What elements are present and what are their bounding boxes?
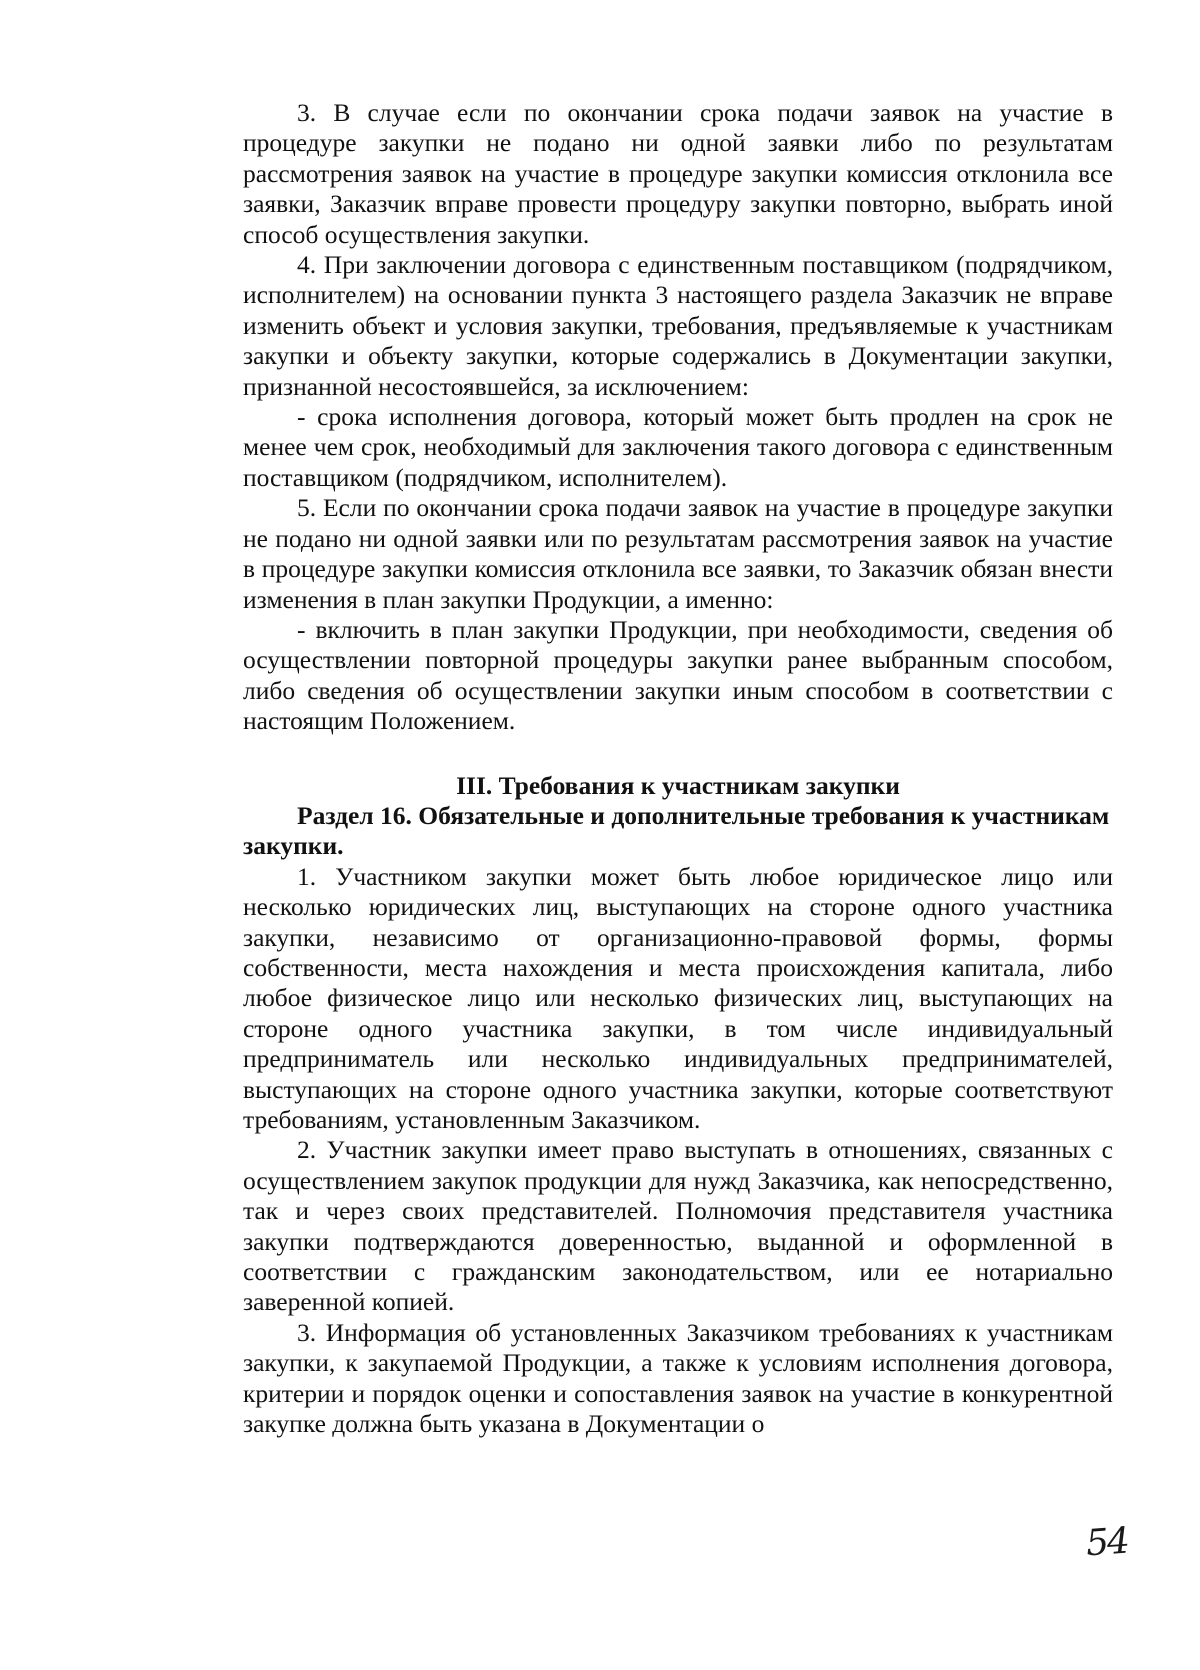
paragraph-3-requirements-info: 3. Информация об установленных Заказчиком требованиях к участникам закупки, к закупаемой Продукции, а также к условиям исполнения договора, критерии и порядок оценки и сопоставления заявок на участие в конкурентной закупке должна быть указана в Документации о [243, 1317, 1113, 1439]
document-body [243, 98, 1113, 1439]
paragraph-4-single-supplier: 4. При заключении договора с единственным поставщиком (подрядчиком, исполнителем) на основании пункта 3 настоящего раздела Заказчик не вправе изменить объект и условия закупки, требования, предъявляемые к участникам закупки и объекту закупки, которые содержались в Документации закупки, признанной несостоявшейся, за исключением: [243, 250, 1113, 401]
paragraph-include-in-plan: - включить в план закупки Продукции, при необходимости, сведения об осуществлении повторной процедуры закупки ранее выбранным способом, либо сведения об осуществлении закупки иным способом в соответствии с настоящим Положением. [243, 614, 1113, 736]
chapter-heading: III. Требования к участникам закупки [456, 770, 900, 800]
paragraph-1-participant: 1. Участником закупки может быть любое юридическое лицо или несколько юридических лиц, выступающих на стороне одного участника закупки, независимо от организационно-правовой формы, формы собственности, места нахождения и места происхождения капитала, либо любое физическое лицо или несколько физических лиц, выступающих на стороне одного участника закупки, в том числе индивидуальный предприниматель или несколько индивидуальных предпринимателей, выступающих на стороне одного участника закупки, которые соответствуют требованиям, установленным Заказчиком. [243, 861, 1113, 1134]
paragraph-2-representatives: 2. Участник закупки имеет право выступать в отношениях, связанных с осуществлением закупок продукции для нужд Заказчика, как непосредственно, так и через своих представителей. Полномочия представителя участника закупки подтверждаются доверенностью, выданной и оформленной в соответствии с гражданским законодательством, или ее нотариально заверенной копией. [243, 1135, 1113, 1317]
spacer [243, 737, 1113, 771]
handwritten-page-number: 54 [1084, 1520, 1130, 1565]
paragraph-contract-term: - срока исполнения договора, который может быть продлен на срок не менее чем срок, необходимый для заключения такого договора с единственным поставщиком (подрядчиком, исполнителем). [243, 402, 1113, 492]
paragraph-5-plan-changes: 5. Если по окончании срока подачи заявок на участие в процедуре закупки не подано ни одной заявки или по результатам рассмотрения заявок на участие в процедуре закупки комиссия отклонила все заявки, то Заказчик обязан внести изменения в план закупки Продукции, а именно: [243, 493, 1113, 614]
section-heading: Раздел 16. Обязательные и дополнительные требования к участникам закупки. [243, 800, 1110, 861]
paragraph-3-repeat-procurement: 3. В случае если по окончании срока подачи заявок на участие в процедуре закупки не подано ни одной заявки либо по результатам рассмотрения заявок на участие в процедуре закупки комиссия отклонила все заявки, Заказчик вправе провести процедуру закупки повторно, выбрать иной способ осуществления закупки. [243, 98, 1113, 249]
